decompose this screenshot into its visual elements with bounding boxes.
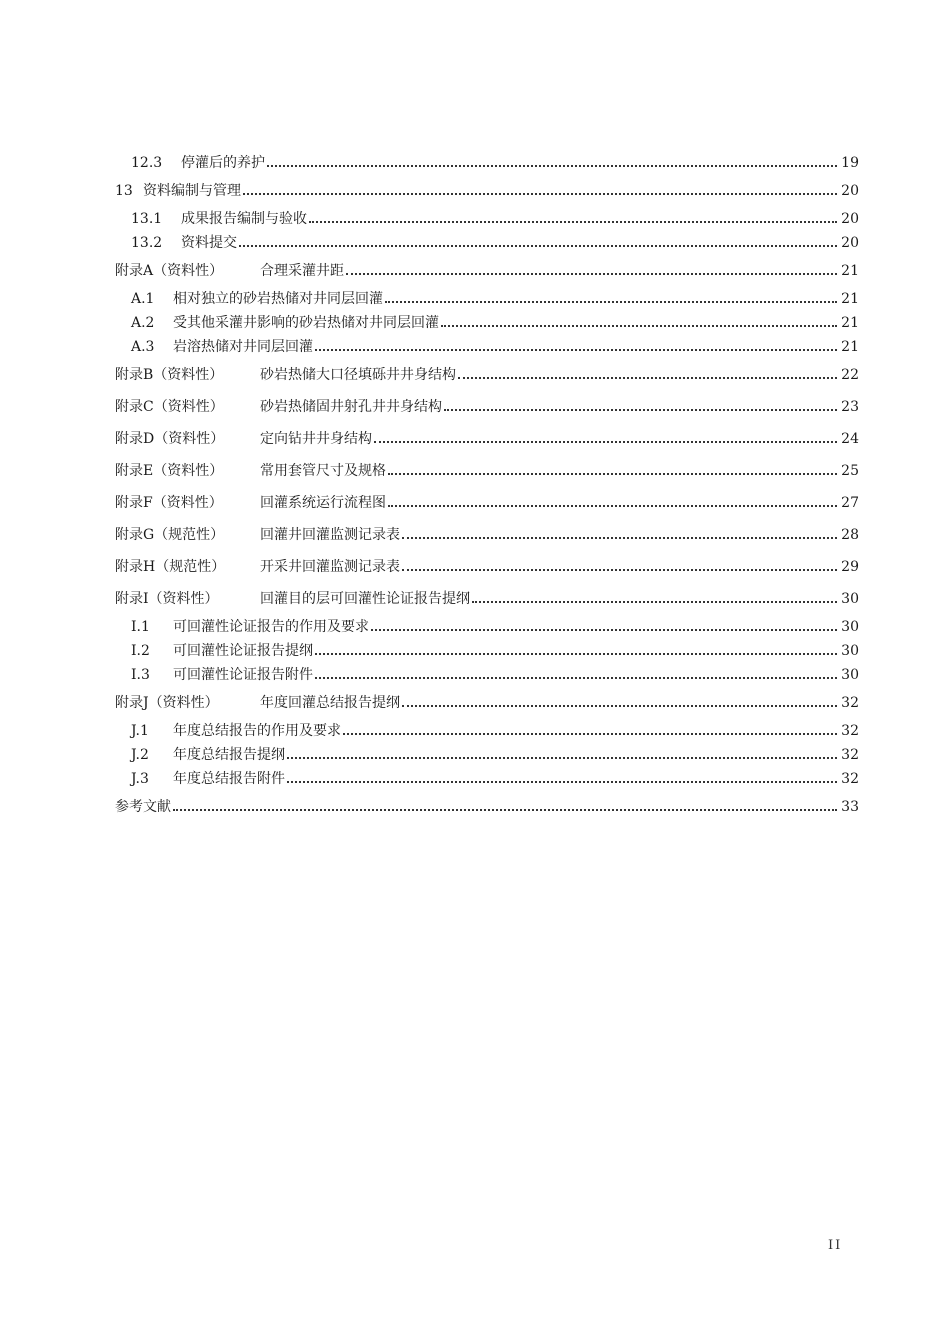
toc-number: 附录G（规范性） — [115, 527, 225, 543]
toc-title: 开采井回灌监测记录表 — [260, 559, 400, 575]
toc-number: I.2 — [131, 643, 150, 659]
toc-entry[interactable] — [115, 262, 859, 280]
toc-number: 附录I（资料性） — [115, 591, 219, 607]
toc-title: 回灌系统运行流程图 — [260, 495, 386, 511]
toc-entry[interactable] — [115, 182, 859, 200]
toc-title: 砂岩热储固井射孔井井身结构 — [260, 399, 442, 415]
dot-leader — [402, 536, 837, 539]
toc-entry[interactable] — [131, 770, 859, 788]
dot-leader — [239, 244, 837, 247]
toc-entry[interactable] — [115, 366, 859, 384]
toc-page: 20 — [841, 183, 859, 199]
toc-page: 28 — [841, 527, 859, 543]
toc-title: 相对独立的砂岩热储对井同层回灌 — [173, 291, 383, 307]
toc-number: J.3 — [131, 771, 149, 787]
toc-title: 定向钻井井身结构 — [260, 431, 372, 447]
toc-number: 附录E（资料性） — [115, 463, 224, 479]
toc-title: 可回灌性论证报告的作用及要求 — [173, 619, 369, 635]
toc-title: 回灌目的层可回灌性论证报告提纲 — [260, 591, 470, 607]
toc-title: 资料编制与管理 — [143, 183, 241, 199]
toc-page: 30 — [841, 667, 859, 683]
toc-entry[interactable] — [115, 694, 859, 712]
toc-page: 24 — [841, 431, 859, 447]
toc-entry[interactable] — [131, 290, 859, 308]
toc-page: 21 — [841, 339, 859, 355]
toc-title: 年度总结报告的作用及要求 — [173, 723, 341, 739]
toc-entry[interactable] — [131, 666, 859, 684]
toc-number: 12.3 — [131, 155, 163, 171]
toc-page: 30 — [841, 619, 859, 635]
toc-page: 25 — [841, 463, 859, 479]
toc-number: I.1 — [131, 619, 150, 635]
toc-entry[interactable] — [131, 154, 859, 172]
toc-number: 附录B（资料性） — [115, 367, 224, 383]
dot-leader — [287, 756, 837, 759]
toc-entry[interactable] — [115, 494, 859, 512]
toc-entry[interactable] — [115, 398, 859, 416]
toc-number: 附录A（资料性） — [115, 263, 224, 279]
toc-entry[interactable] — [131, 338, 859, 356]
toc-page: 30 — [841, 591, 859, 607]
toc-number: 13.2 — [131, 235, 163, 251]
dot-leader — [388, 504, 837, 507]
toc-entry[interactable] — [131, 642, 859, 660]
dot-leader — [315, 676, 837, 679]
toc-number: J.1 — [131, 723, 149, 739]
dot-leader — [315, 348, 837, 351]
toc-page: 33 — [841, 799, 859, 815]
dot-leader — [374, 440, 837, 443]
toc-page: 32 — [841, 695, 859, 711]
dot-leader — [287, 780, 837, 783]
toc-title: 回灌井回灌监测记录表 — [260, 527, 400, 543]
toc-title: 可回灌性论证报告提纲 — [173, 643, 313, 659]
dot-leader — [371, 628, 837, 631]
toc-entry[interactable] — [131, 618, 859, 636]
toc-number: 附录H（规范性） — [115, 559, 226, 575]
toc-title: 砂岩热储大口径填砾井井身结构 — [260, 367, 456, 383]
toc-entry[interactable] — [115, 526, 859, 544]
toc-title: 成果报告编制与验收 — [181, 211, 307, 227]
dot-leader — [402, 704, 837, 707]
dot-leader — [385, 300, 837, 303]
dot-leader — [243, 192, 837, 195]
toc-number: 附录J（资料性） — [115, 695, 219, 711]
toc-number: 附录D（资料性） — [115, 431, 225, 447]
dot-leader — [267, 164, 837, 167]
toc-page: 20 — [841, 235, 859, 251]
toc-number: A.2 — [131, 315, 155, 331]
toc-entry[interactable] — [131, 746, 859, 764]
toc-entry[interactable] — [115, 558, 859, 576]
toc-page: 21 — [841, 315, 859, 331]
dot-leader — [402, 568, 837, 571]
dot-leader — [388, 472, 837, 475]
toc-entry[interactable] — [115, 590, 859, 608]
dot-leader — [315, 652, 837, 655]
toc-title: 年度总结报告附件 — [173, 771, 285, 787]
toc-page: 32 — [841, 723, 859, 739]
toc-number: 附录C（资料性） — [115, 399, 224, 415]
toc-entry[interactable] — [131, 722, 859, 740]
toc-title: 参考文献 — [115, 799, 171, 815]
toc-title: 合理采灌井距 — [260, 263, 344, 279]
page-number: II — [828, 1238, 843, 1253]
toc-page: 32 — [841, 771, 859, 787]
toc-page: 22 — [841, 367, 859, 383]
toc-page: 21 — [841, 291, 859, 307]
dot-leader — [173, 808, 837, 811]
toc-page: 29 — [841, 559, 859, 575]
toc-entry[interactable] — [115, 462, 859, 480]
dot-leader — [441, 324, 837, 327]
toc-entry[interactable] — [115, 798, 859, 816]
toc-page: 27 — [841, 495, 859, 511]
toc-title: 资料提交 — [181, 235, 237, 251]
toc-title: 年度总结报告提纲 — [173, 747, 285, 763]
toc-title: 停灌后的养护 — [181, 155, 265, 171]
toc-page: 19 — [841, 155, 859, 171]
toc-title: 年度回灌总结报告提纲 — [260, 695, 400, 711]
toc-page: 20 — [841, 211, 859, 227]
toc-page: 32 — [841, 747, 859, 763]
toc-title: 受其他采灌井影响的砂岩热储对井同层回灌 — [173, 315, 439, 331]
dot-leader — [346, 272, 837, 275]
toc-number: 13.1 — [131, 211, 163, 227]
toc-title: 可回灌性论证报告附件 — [173, 667, 313, 683]
dot-leader — [343, 732, 837, 735]
toc-number: I.3 — [131, 667, 150, 683]
toc-title: 岩溶热储对井同层回灌 — [173, 339, 313, 355]
toc-number: 13 — [115, 183, 133, 199]
toc-number: 附录F（资料性） — [115, 495, 223, 511]
toc-entry[interactable] — [115, 430, 859, 448]
dot-leader — [444, 408, 837, 411]
toc-page: 30 — [841, 643, 859, 659]
toc-number: A.1 — [131, 291, 155, 307]
toc-entry[interactable] — [131, 314, 859, 332]
dot-leader — [472, 600, 837, 603]
dot-leader — [309, 220, 837, 223]
toc-number: J.2 — [131, 747, 149, 763]
toc-entry[interactable] — [131, 210, 859, 228]
dot-leader — [458, 376, 837, 379]
toc-page: 21 — [841, 263, 859, 279]
toc-entry[interactable] — [131, 234, 859, 252]
toc-page: 23 — [841, 399, 859, 415]
toc-title: 常用套管尺寸及规格 — [260, 463, 386, 479]
toc-number: A.3 — [131, 339, 155, 355]
